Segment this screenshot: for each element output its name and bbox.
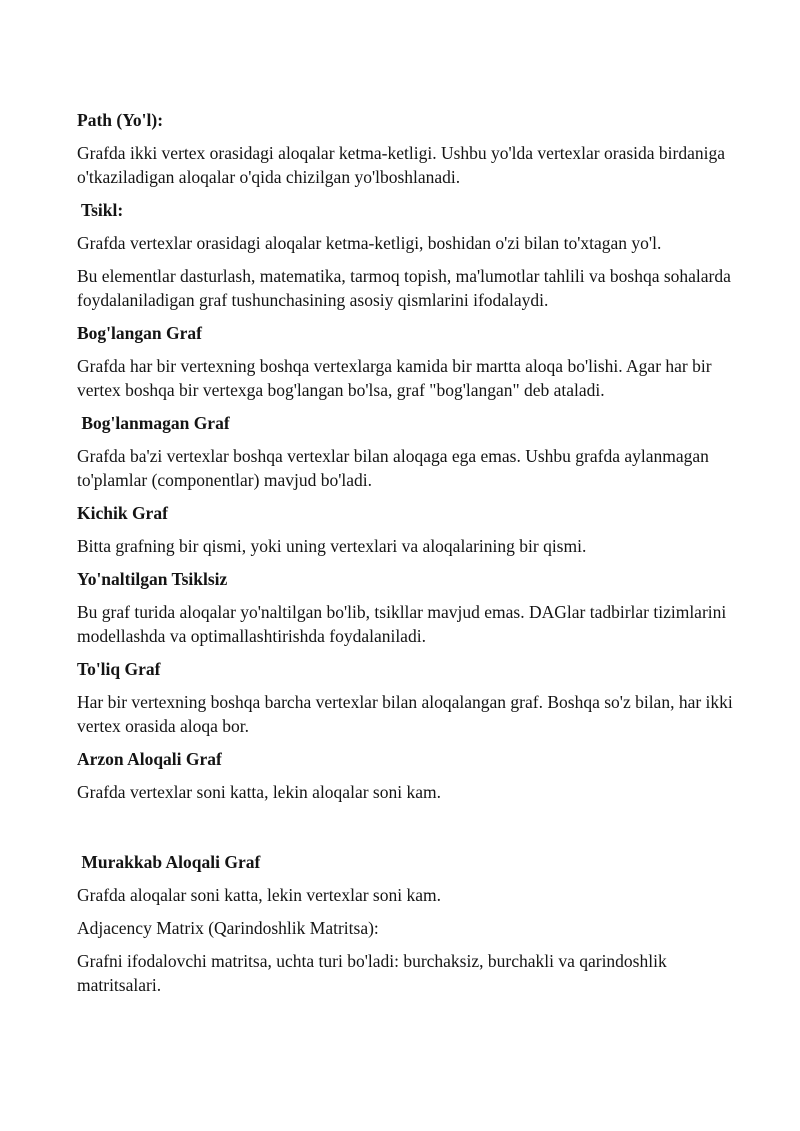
section-heading-path: Path (Yo'l):	[77, 110, 164, 130]
section-heading-murakkab: Murakkab Aloqali Graf	[77, 852, 261, 872]
paragraph-boglanmagan: Grafda ba'zi vertexlar boshqa vertexlar bilan aloqaga ega emas. Ushbu grafda aylanmagan to'plamlar (componentlar) mavjud bo'ladi.	[77, 446, 709, 490]
section-heading-yonaltilgan: Yo'naltilgan Tsiklsiz	[77, 569, 228, 589]
paragraph-toliq: Har bir vertexning boshqa barcha vertexlar bilan aloqalangan graf. Boshqa so'z bilan, har ikki vertex orasida aloqa bor.	[77, 692, 733, 736]
section-heading-tsikl: Tsikl:	[77, 200, 124, 220]
section-heading-boglangan: Bog'langan Graf	[77, 323, 202, 343]
paragraph-summary: Bu elementlar dasturlash, matematika, tarmoq topish, ma'lumotlar tahlili va boshqa sohalarda foydalaniladigan graf tushunchasining asosiy qismlarini ifodalaydi.	[77, 266, 731, 310]
blank-gap	[77, 813, 747, 850]
section-heading-toliq: To'liq Graf	[77, 659, 161, 679]
paragraph-arzon: Grafda vertexlar soni katta, lekin aloqalar soni kam.	[77, 782, 441, 802]
section-heading-boglanmagan: Bog'lanmagan Graf	[77, 413, 230, 433]
document-page	[77, 108, 747, 1006]
paragraph-path: Grafda ikki vertex orasidagi aloqalar ketma-ketligi. Ushbu yo'lda vertexlar orasida birdaniga o'tkaziladigan aloqalar o'qida chizilgan yo'lboshlanadi.	[77, 143, 725, 187]
paragraph-adjacency-title: Adjacency Matrix (Qarindoshlik Matritsa):	[77, 918, 379, 938]
paragraph-adjacency: Grafni ifodalovchi matritsa, uchta turi bo'ladi: burchaksiz, burchakli va qarindoshlik matritsalari.	[77, 951, 667, 995]
paragraph-murakkab: Grafda aloqalar soni katta, lekin vertexlar soni kam.	[77, 885, 441, 905]
paragraph-kichik: Bitta grafning bir qismi, yoki uning vertexlari va aloqalarining bir qismi.	[77, 536, 587, 556]
paragraph-yonaltilgan: Bu graf turida aloqalar yo'naltilgan bo'lib, tsikllar mavjud emas. DAGlar tadbirlar tizimlarini modellashda va optimallashtirishda foydalaniladi.	[77, 602, 727, 646]
paragraph-tsikl: Grafda vertexlar orasidagi aloqalar ketma-ketligi, boshidan o'zi bilan to'xtagan yo'l.	[77, 233, 662, 253]
section-heading-arzon: Arzon Aloqali Graf	[77, 749, 222, 769]
paragraph-boglangan: Grafda har bir vertexning boshqa vertexlarga kamida bir martta aloqa bo'lishi. Agar har bir vertex boshqa bir vertexga bog'langan bo'lsa, graf "bog'langan" deb ataladi.	[77, 356, 712, 400]
section-heading-kichik: Kichik Graf	[77, 503, 168, 523]
